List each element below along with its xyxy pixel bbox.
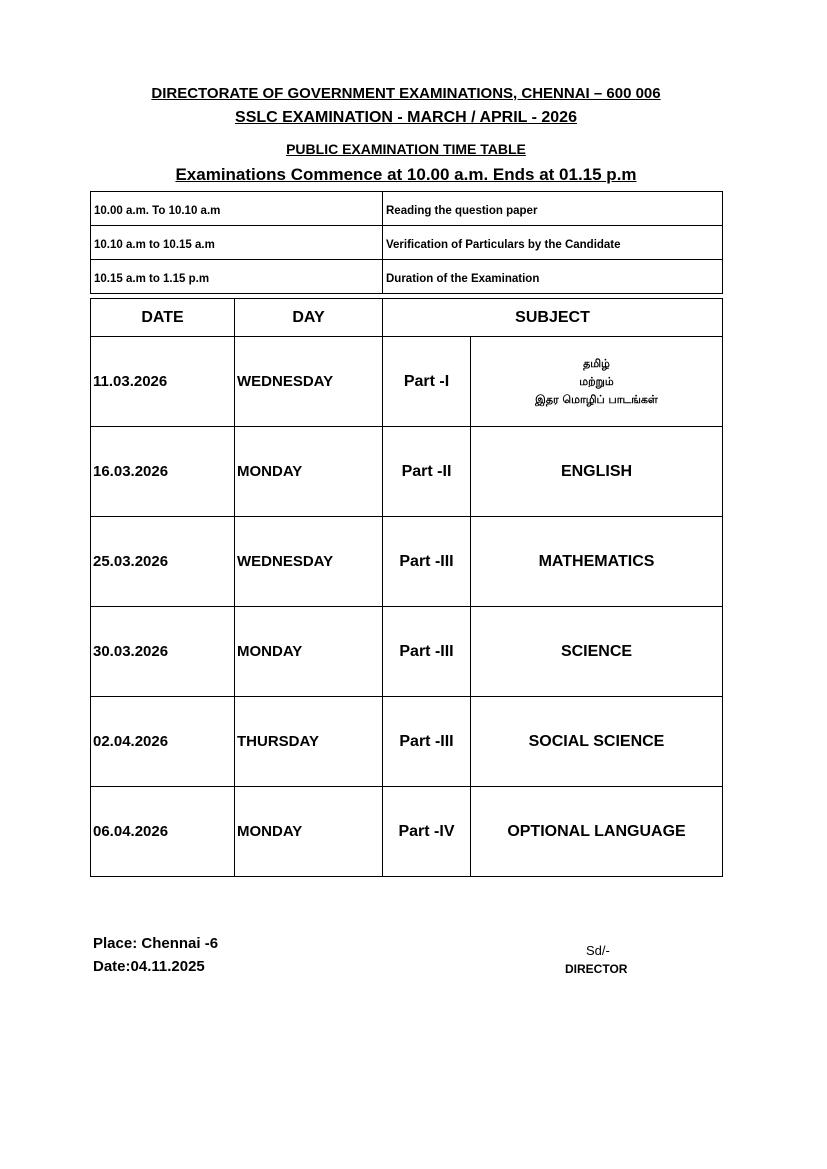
exam-subject: SCIENCE [471, 607, 723, 697]
timing-row [91, 192, 723, 226]
exam-part: Part -III [383, 697, 471, 787]
exam-timing-note: Examinations Commence at 10.00 a.m. Ends at 01.15 p.m [175, 165, 637, 184]
exam-date: 06.04.2026 [91, 787, 235, 877]
exam-subject: ENGLISH [471, 427, 723, 517]
subject-line: இதர மொழிப் பாடங்கள் [535, 392, 658, 406]
timing-activity: Reading the question paper [383, 192, 723, 226]
header-subject: SUBJECT [383, 299, 723, 337]
exam-day: MONDAY [235, 787, 383, 877]
signature: Sd/- [586, 943, 610, 958]
subject-line: தமிழ் [583, 356, 610, 370]
schedule-table [90, 298, 723, 877]
timing-table [90, 191, 723, 294]
schedule-header-row [91, 299, 723, 337]
footer-place: Place: Chennai -6 [93, 935, 219, 952]
timetable-title: PUBLIC EXAMINATION TIME TABLE [286, 141, 526, 157]
exam-day: WEDNESDAY [235, 337, 383, 427]
timing-time: 10.00 a.m. To 10.10 a.m [91, 192, 383, 226]
table-row [91, 427, 723, 517]
exam-day: THURSDAY [235, 697, 383, 787]
table-row [91, 787, 723, 877]
exam-subject: SOCIAL SCIENCE [471, 697, 723, 787]
table-row [91, 517, 723, 607]
exam-day: MONDAY [235, 427, 383, 517]
exam-title: SSLC EXAMINATION - MARCH / APRIL - 2026 [235, 109, 577, 126]
table-row [91, 697, 723, 787]
exam-subject: OPTIONAL LANGUAGE [471, 787, 723, 877]
subject-line: மற்றும் [579, 374, 614, 388]
timing-row [91, 226, 723, 260]
timing-row [91, 260, 723, 294]
header-date: DATE [91, 299, 235, 337]
footer-date: Date:04.11.2025 [93, 958, 205, 975]
exam-part: Part -I [383, 337, 471, 427]
exam-part: Part -II [383, 427, 471, 517]
exam-date: 16.03.2026 [91, 427, 235, 517]
timing-time: 10.10 a.m to 10.15 a.m [91, 226, 383, 260]
exam-part: Part -III [383, 607, 471, 697]
exam-part: Part -III [383, 517, 471, 607]
exam-subject [471, 337, 723, 427]
directorate-title: DIRECTORATE OF GOVERNMENT EXAMINATIONS, CHENNAI – 600 006 [151, 85, 661, 102]
exam-day: MONDAY [235, 607, 383, 697]
exam-date: 02.04.2026 [91, 697, 235, 787]
table-row [91, 337, 723, 427]
exam-day: WEDNESDAY [235, 517, 383, 607]
header-day: DAY [235, 299, 383, 337]
signatory-designation: DIRECTOR [565, 962, 628, 976]
exam-date: 30.03.2026 [91, 607, 235, 697]
exam-date: 11.03.2026 [91, 337, 235, 427]
exam-subject: MATHEMATICS [471, 517, 723, 607]
timing-time: 10.15 a.m to 1.15 p.m [91, 260, 383, 294]
table-row [91, 607, 723, 697]
exam-part: Part -IV [383, 787, 471, 877]
timing-activity: Duration of the Examination [383, 260, 723, 294]
exam-date: 25.03.2026 [91, 517, 235, 607]
timing-activity: Verification of Particulars by the Candidate [383, 226, 723, 260]
